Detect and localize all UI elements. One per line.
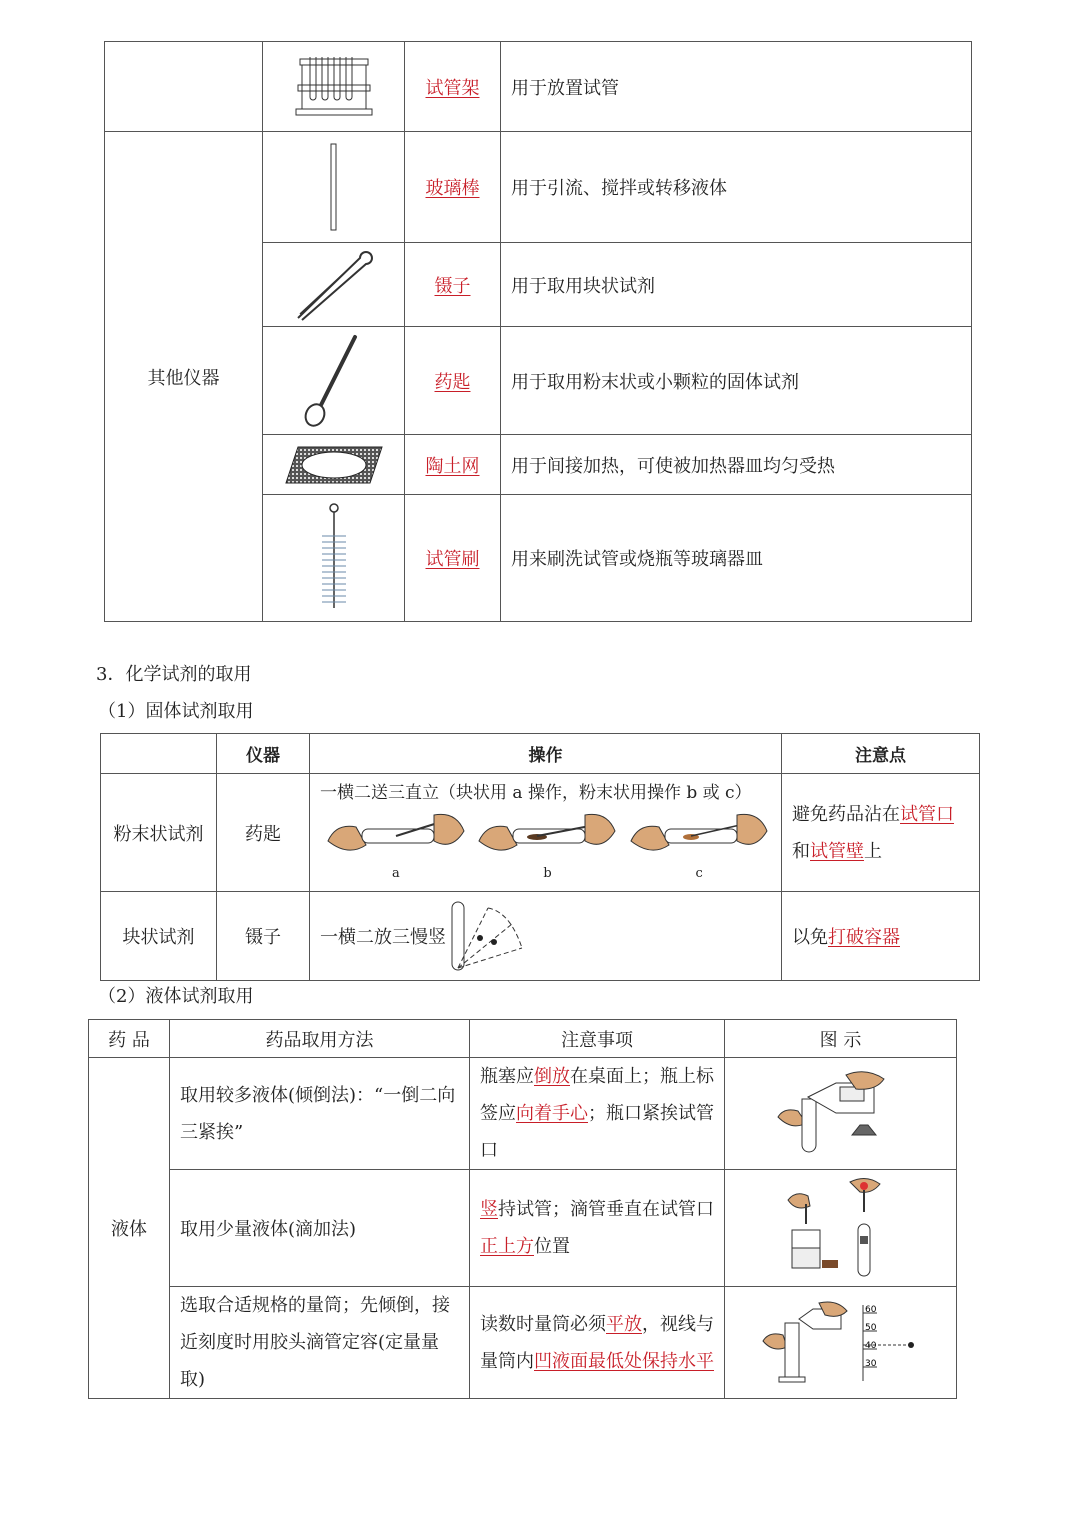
method-text: 选取合适规格的量筒；先倾倒，接近刻度时用胶头滴管定容(定量量取): [170, 1287, 470, 1399]
note-answer: 试管壁: [810, 840, 864, 862]
method-text: 取用较多液体(倾倒法)：“一倒二向三紧挨”: [170, 1058, 470, 1170]
test-tube-rack-icon: [294, 55, 374, 119]
apparatus-desc: 用于取用块状试剂: [511, 275, 655, 297]
apparatus-desc: 用于引流、搅拌或转移液体: [511, 178, 727, 199]
note-answer: 试管口: [900, 803, 954, 825]
tweezers-icon: [294, 248, 374, 322]
note-cell: [470, 1058, 725, 1170]
table-row: [89, 1058, 957, 1170]
note-cell: [470, 1170, 725, 1287]
apparatus-name: 药匙: [434, 371, 471, 393]
solid-reagent-table: [100, 733, 980, 981]
reagent-type: 粉末状试剂: [101, 774, 217, 892]
scale-label: 30: [864, 1358, 876, 1369]
powder-operation-c-illustration: [629, 811, 769, 861]
note-cell: [782, 774, 980, 892]
operation-text: 一横二放三慢竖: [320, 927, 446, 948]
header-cell: [101, 734, 217, 774]
header-cell: 图 示: [725, 1020, 957, 1058]
note-answer: 平放: [606, 1313, 642, 1335]
apparatus-name: 试管刷: [425, 549, 480, 570]
header-cell: 注意事项: [470, 1020, 725, 1058]
apparatus-name: 玻璃棒: [425, 178, 480, 199]
apparatus-table: [104, 41, 972, 622]
apparatus-name: 试管架: [425, 77, 480, 99]
method-text: 取用少量液体(滴加法): [170, 1170, 470, 1287]
apparatus-desc: 用于放置试管: [511, 77, 619, 99]
header-cell: 注意点: [782, 734, 980, 774]
note-text: ；瓶口紧挨试管口: [480, 1103, 714, 1161]
table-row: [101, 892, 980, 981]
note-text: 在桌面上；瓶上标签应: [480, 1066, 714, 1124]
table-row: [89, 1287, 957, 1399]
scale-label: 50: [864, 1322, 876, 1333]
note-text: 和: [792, 840, 810, 862]
note-answer: 打破容器: [828, 927, 900, 948]
note-cell: [782, 892, 980, 981]
tool-name: 药匙: [217, 774, 310, 892]
table-row: [105, 132, 972, 243]
header-cell: 药 品: [89, 1020, 170, 1058]
powder-operation-a-illustration: [326, 811, 466, 861]
dropper-illustration: [786, 1176, 896, 1280]
apparatus-name: 陶土网: [425, 455, 480, 477]
table-row: [105, 42, 972, 132]
subsection-title: （2）液体试剂取用: [98, 986, 254, 1007]
note-text: 避免药品沾在: [792, 803, 900, 825]
figure-label: a: [391, 866, 400, 881]
operation-text: 一横二送三直立（块状用 a 操作，粉末状用操作 b 或 c）: [320, 783, 752, 803]
scale-label: 40: [864, 1340, 876, 1351]
table-header: [101, 734, 980, 774]
apparatus-desc: 用于取用粉末状或小颗粒的固体试剂: [511, 371, 799, 393]
note-text: 位置: [534, 1236, 570, 1257]
lump-operation-illustration: [448, 898, 528, 974]
tool-name: 镊子: [217, 892, 310, 981]
subsection-title: （1）固体试剂取用: [98, 701, 254, 722]
header-cell: 操作: [310, 734, 782, 774]
graduated-cylinder-illustration: [761, 1301, 921, 1385]
header-cell: 药品取用方法: [170, 1020, 470, 1058]
reagent-type: 块状试剂: [101, 892, 217, 981]
empty-cell: [105, 42, 263, 132]
test-tube-brush-icon: [314, 502, 354, 614]
note-text: ，视线与量筒内: [480, 1313, 714, 1372]
note-answer: 正上方: [480, 1236, 534, 1257]
figure-label: c: [695, 866, 703, 881]
note-answer: 向着手心: [516, 1103, 588, 1124]
glass-rod-icon: [324, 142, 344, 232]
apparatus-desc: 用于间接加热，可使被加热器皿均匀受热: [511, 455, 835, 477]
spoon-icon: [299, 333, 369, 429]
note-text: 上: [864, 840, 882, 862]
ceramic-gauze-icon: [284, 445, 384, 485]
apparatus-name: 镊子: [434, 275, 471, 297]
note-answer: 凹液面最低处保持水平: [534, 1350, 714, 1372]
scale-label: 60: [864, 1304, 876, 1315]
note-text: 持试管；滴管垂直在试管口: [498, 1199, 714, 1220]
table-row: [101, 774, 980, 892]
pouring-illustration: [776, 1069, 906, 1159]
header-cell: 仪器: [217, 734, 310, 774]
category-label: 其他仪器: [147, 367, 220, 389]
figure-label: b: [543, 866, 552, 881]
category-label: 液体: [89, 1058, 170, 1399]
liquid-reagent-table: [88, 1019, 957, 1399]
note-text: 读数时量筒必须: [480, 1313, 606, 1335]
powder-operation-b-illustration: [477, 811, 617, 861]
table-row: [89, 1170, 957, 1287]
note-cell: [470, 1287, 725, 1399]
note-text: 瓶塞应: [480, 1066, 534, 1087]
apparatus-desc: 用来刷洗试管或烧瓶等玻璃器皿: [511, 549, 763, 570]
table-header: [89, 1020, 957, 1058]
section-title: 3．化学试剂的取用: [96, 664, 252, 685]
note-text: 以免: [792, 927, 828, 948]
note-answer: 倒放: [534, 1066, 570, 1087]
note-answer: 竖: [480, 1199, 498, 1220]
